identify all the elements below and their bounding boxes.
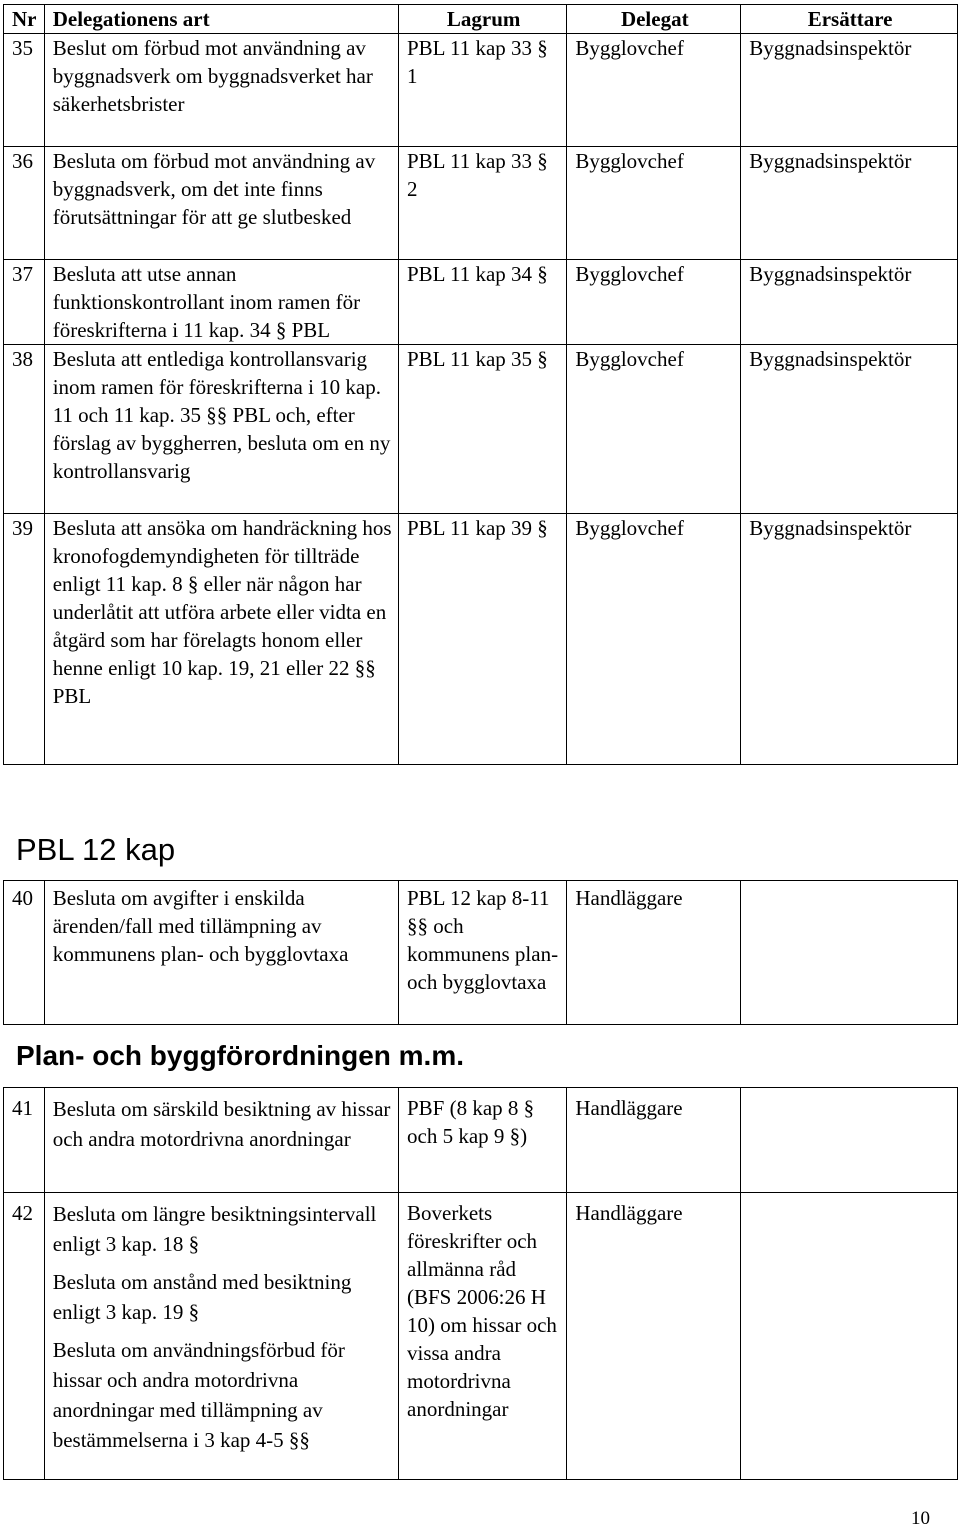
- cell-art: [44, 1193, 398, 1480]
- art-item: Besluta om längre besiktningsintervall enligt 3 kap. 18 §: [52, 1202, 377, 1256]
- cell-nr: 39: [4, 514, 45, 765]
- cell-art: Besluta att ansöka om handräckning hos kronofogdemyndigheten för tillträde enligt 11 kap. 8 § eller när någon har underlåtit att utföra arbete eller vidta en åtgärd som har förelagts honom eller henne enligt 10 kap. 19, 21 eller 22 §§ PBL: [44, 514, 398, 765]
- cell-delegat: Bygglovchef: [567, 260, 741, 345]
- cell-lagrum: PBL 11 kap 39 §: [399, 514, 567, 765]
- cell-art: Besluta om särskild besiktning av hissar och andra motordrivna anordningar: [44, 1088, 398, 1193]
- cell-lagrum: PBL 11 kap 33 § 2: [399, 147, 567, 260]
- cell-art: Besluta att entlediga kontrollansvarig inom ramen för föreskrifterna i 10 kap. 11 och 11 kap. 35 §§ PBL och, efter förslag av byggherren, besluta om en ny kontrollansvarig: [44, 345, 398, 514]
- section-heading-pbl12: PBL 12 kap: [16, 832, 176, 867]
- cell-ersattare: [741, 1193, 958, 1480]
- cell-delegat: Bygglovchef: [567, 147, 741, 260]
- cell-lagrum: PBL 11 kap 35 §: [399, 345, 567, 514]
- cell-ersattare: Byggnadsinspektör: [741, 147, 958, 260]
- header-ersattare: Ersättare: [741, 5, 958, 34]
- header-delegat: Delegat: [567, 5, 741, 34]
- cell-lagrum: PBL 12 kap 8-11 §§ och kommunens plan- och bygglovtaxa: [399, 881, 567, 1025]
- cell-ersattare: [741, 1088, 958, 1193]
- cell-art: Besluta att utse annan funktionskontrollant inom ramen för föreskrifterna i 11 kap. 34 § PBL: [44, 260, 398, 345]
- cell-nr: 36: [4, 147, 45, 260]
- page-number: 10: [911, 1508, 930, 1529]
- art-item: Besluta om anstånd med besiktning enligt 3 kap. 19 §: [52, 1270, 352, 1324]
- cell-lagrum: Boverkets föreskrifter och allmänna råd (BFS 2006:26 H 10) om hissar och vissa andra motordrivna anordningar: [399, 1193, 567, 1480]
- cell-nr: 40: [4, 881, 45, 1025]
- cell-ersattare: Byggnadsinspektör: [741, 260, 958, 345]
- section-heading-pbf: Plan- och byggförordningen m.m.: [16, 1040, 464, 1071]
- table-row: [4, 1193, 958, 1480]
- cell-delegat: Handläggare: [567, 1193, 741, 1480]
- header-lagrum: Lagrum: [399, 5, 567, 34]
- header-nr: Nr: [4, 5, 45, 34]
- table-row: [4, 1088, 958, 1193]
- header-art: Delegationens art: [44, 5, 398, 34]
- cell-art: Beslut om förbud mot användning av byggnadsverk om byggnadsverket har säkerhetsbrister: [44, 34, 398, 147]
- cell-delegat: Handläggare: [567, 1088, 741, 1193]
- cell-nr: 42: [4, 1193, 45, 1480]
- cell-art: Besluta om förbud mot användning av byggnadsverk, om det inte finns förutsättningar för att ge slutbesked: [44, 147, 398, 260]
- cell-ersattare: Byggnadsinspektör: [741, 345, 958, 514]
- cell-lagrum: PBL 11 kap 34 §: [399, 260, 567, 345]
- table-row: [4, 514, 958, 765]
- delegation-table-pbf: [3, 1087, 958, 1480]
- table-row: [4, 147, 958, 260]
- art-item: Besluta om användningsförbud för hissar och andra motordrivna anordningar med tillämpning av bestämmelserna i 3 kap 4-5 §§: [52, 1338, 345, 1452]
- cell-delegat: Bygglovchef: [567, 514, 741, 765]
- cell-ersattare: Byggnadsinspektör: [741, 34, 958, 147]
- cell-delegat: Handläggare: [567, 881, 741, 1025]
- cell-nr: 35: [4, 34, 45, 147]
- table-header-row: [4, 5, 958, 34]
- delegation-table-pbl12: [3, 880, 958, 1025]
- table-row: [4, 345, 958, 514]
- cell-lagrum: PBL 11 kap 33 § 1: [399, 34, 567, 147]
- cell-delegat: Bygglovchef: [567, 345, 741, 514]
- cell-delegat: Bygglovchef: [567, 34, 741, 147]
- table-row: [4, 260, 958, 345]
- table-row: [4, 881, 958, 1025]
- table-row: [4, 34, 958, 147]
- cell-nr: 37: [4, 260, 45, 345]
- cell-nr: 41: [4, 1088, 45, 1193]
- cell-ersattare: Byggnadsinspektör: [741, 514, 958, 765]
- cell-nr: 38: [4, 345, 45, 514]
- cell-ersattare: [741, 881, 958, 1025]
- delegation-table-pbl11: [3, 4, 958, 765]
- cell-lagrum: PBF (8 kap 8 § och 5 kap 9 §): [399, 1088, 567, 1193]
- cell-art: Besluta om avgifter i enskilda ärenden/fall med tillämpning av kommunens plan- och bygglovtaxa: [44, 881, 398, 1025]
